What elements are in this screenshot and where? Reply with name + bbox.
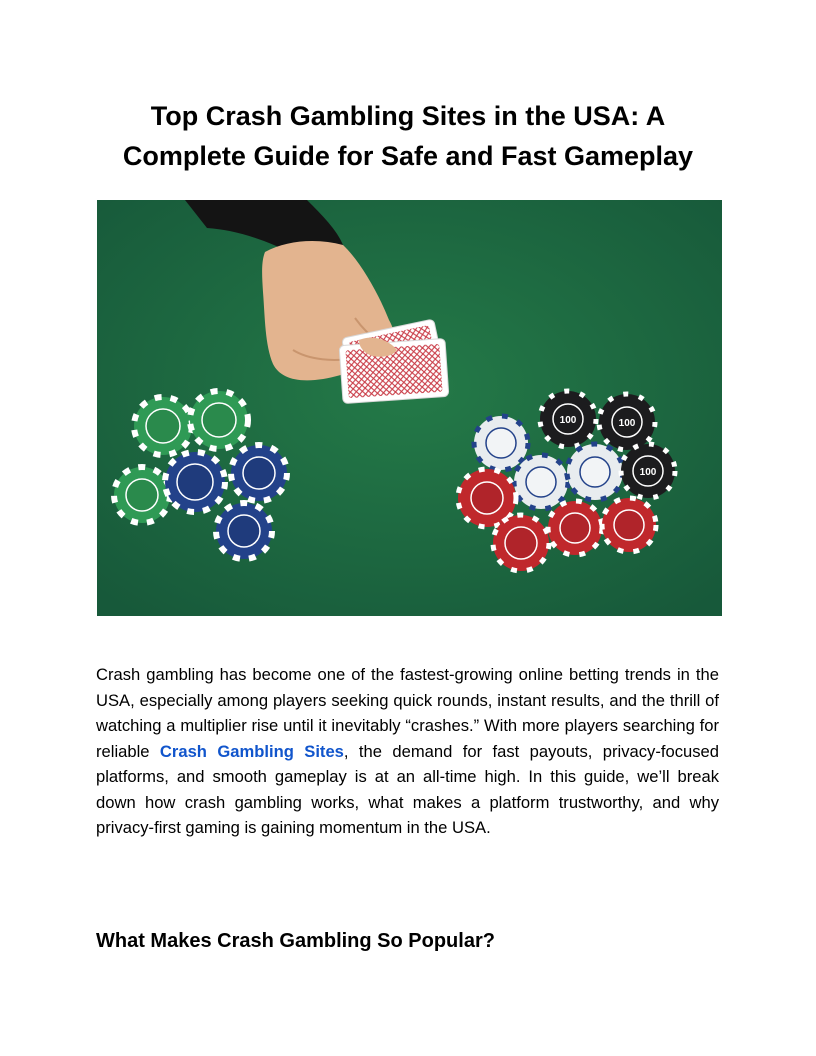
intro-text-before-link: Crash gambling has become one of the fastest-growing online betting trends in the USA, especially among players seeking quick rounds, instant results, and the thrill of watching a multiplier rise until it inevitably “crashes.” With more players searching for reliable bbox=[96, 665, 719, 761]
black-chip bbox=[621, 444, 675, 498]
chip-label: 100 bbox=[639, 467, 657, 478]
white-chip bbox=[514, 455, 568, 509]
page-title bbox=[80, 96, 736, 176]
blue-chip bbox=[165, 452, 225, 512]
chip-label: 100 bbox=[559, 415, 577, 426]
chip-label: 100 bbox=[618, 418, 636, 429]
title-line-2: Complete Guide for Safe and Fast Gameplay bbox=[122, 141, 694, 171]
red-chip bbox=[493, 515, 549, 571]
section-heading: What Makes Crash Gambling So Popular? bbox=[96, 930, 495, 952]
intro-paragraph bbox=[96, 662, 719, 841]
crash-gambling-sites-link[interactable]: Crash Gambling Sites bbox=[159, 741, 344, 761]
black-chip bbox=[599, 394, 655, 450]
black-chip bbox=[540, 391, 596, 447]
hero-illustration bbox=[97, 200, 722, 616]
title-line-1: Top Crash Gambling Sites in the USA: A bbox=[150, 101, 666, 131]
intro-text-after-link: , the demand for fast payouts, privacy-focused platforms, and smooth gameplay is at an all-time high. In this guide, we’ll break down how crash gambling works, what makes a platform trustworthy, and why privacy-first gaming is gaining momentum in the USA. bbox=[96, 741, 719, 837]
green-chip bbox=[114, 467, 170, 523]
hero-image-poker-table bbox=[97, 200, 722, 616]
green-chip bbox=[134, 397, 192, 455]
green-chip bbox=[190, 391, 248, 449]
red-chip bbox=[602, 498, 656, 552]
blue-chip bbox=[216, 503, 272, 559]
blue-chip bbox=[231, 445, 287, 501]
white-chip bbox=[474, 416, 528, 470]
red-chip bbox=[548, 501, 602, 555]
white-chip bbox=[567, 444, 623, 500]
